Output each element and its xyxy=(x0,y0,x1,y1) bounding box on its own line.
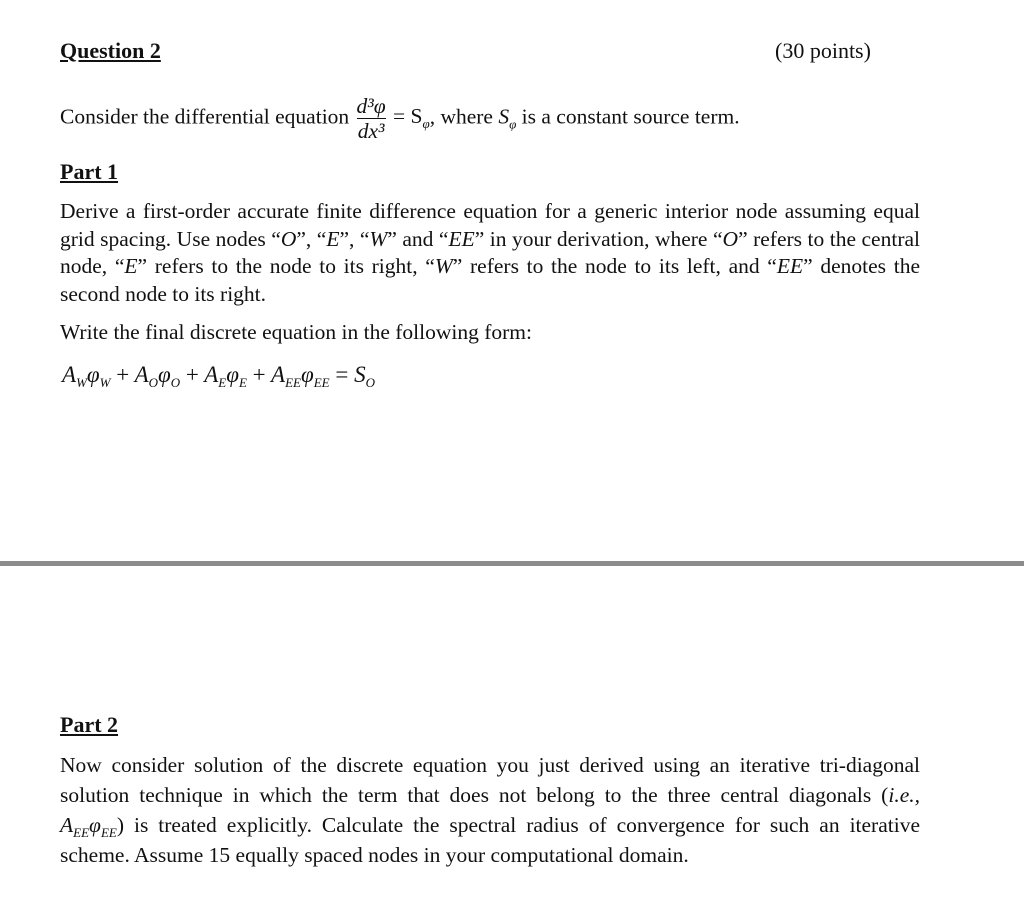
fraction-numerator: d³φ xyxy=(356,94,386,118)
part1-heading: Part 1 xyxy=(60,159,119,184)
part2-heading: Part 2 xyxy=(60,712,119,737)
source-variable: S xyxy=(498,104,510,129)
intro-prefix: Consider the differential equation xyxy=(60,104,350,129)
derivative-fraction xyxy=(357,95,386,142)
part2-paragraph: Now consider solution of the discrete equation you just derived using an iterative tri-diagonal solution technique in which the term that does not belong to the three central diagonals (i.e., $A_{EE}\varphi_{EE}$) is treated explicitly. Calculate the spectral radius of convergence for such an iterative scheme. Assume 15 equally spaced nodes in your computational domain. xyxy=(60,753,920,867)
question-points: (30 points) xyxy=(775,38,871,63)
part1-paragraph: Derive a first-order accurate finite difference equation for a generic interior node assuming equal grid spacing. Use nodes “O”, “E”, “W” and “EE” in your derivation, where “O” refers to the central node, “E” refers to the node to its right, “W” refers to the node to its left, and “EE” denotes the second node to its right. xyxy=(60,199,920,306)
question-title: Question 2 xyxy=(60,38,161,63)
intro-statement xyxy=(60,95,740,142)
fraction-denominator: dx³ xyxy=(357,119,385,143)
section-divider xyxy=(0,561,1024,566)
final-discrete-equation: $A_W\varphi_W + A_O\varphi_O + A_E\varphi_E + A_{EE}\varphi_{EE} = S_O$ xyxy=(62,362,375,390)
intro-suffix: is a constant source term. xyxy=(516,104,740,129)
intro-middle: , where xyxy=(429,104,499,129)
equals-source: = $S_\varphi$ xyxy=(393,104,430,132)
part1-instruction: Write the final discrete equation in the following form: xyxy=(60,320,532,344)
source-variable-sub: φ xyxy=(509,116,517,132)
